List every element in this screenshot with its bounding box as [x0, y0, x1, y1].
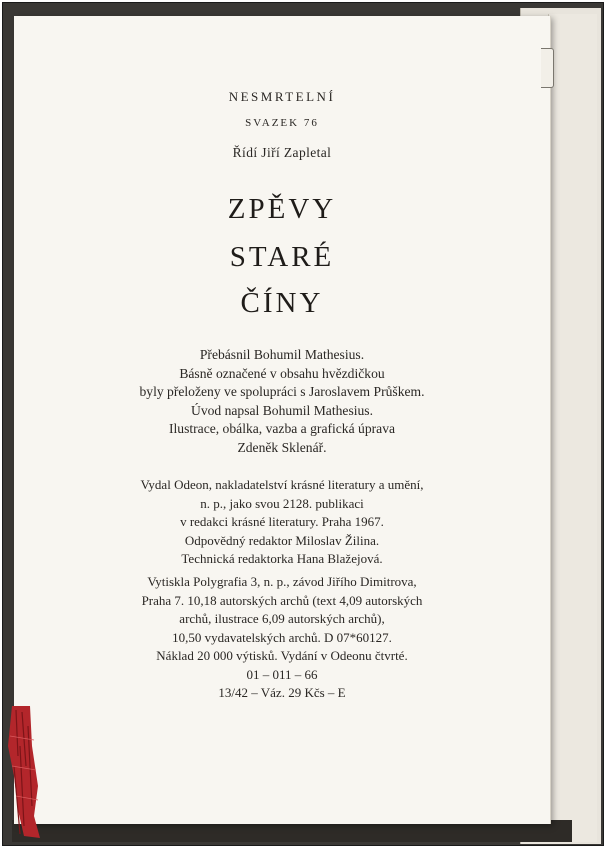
publisher-line: Odpovědný redaktor Miloslav Žilina. [184, 532, 380, 548]
series-editor: Řídí Jiří Zapletal [232, 145, 332, 160]
printer-line: 01 – 011 – 66 [246, 666, 318, 682]
printer-line: 13/42 – Váz. 29 Kčs – E [218, 685, 346, 700]
printer-line: 10,50 vydavatelských archů. D 07*60127. [172, 629, 392, 645]
printer-line: Vytiskla Polygrafia 3, n. p., závod Jiřího Dimitrova, [147, 574, 417, 589]
credits-line: Úvod napsal Bohumil Mathesius. [191, 402, 373, 418]
credits-line: Přebásnil Bohumil Mathesius. [199, 347, 365, 362]
title-line-2: STARÉ [229, 241, 335, 273]
page-tab-marker [541, 48, 554, 88]
book-page [14, 16, 550, 824]
credits-line: Ilustrace, obálka, vazba a grafická úprava [168, 421, 396, 436]
title-line-3: ČÍNY [240, 287, 324, 319]
publisher-block [14, 476, 550, 569]
title-line-1: ZPĚVY [227, 193, 337, 225]
publisher-line: Technická redaktorka Hana Blažejová. [181, 551, 383, 566]
printer-line: Náklad 20 000 výtisků. Vydání v Odeonu čtvrté. [156, 648, 408, 663]
printer-line: archů, ilustrace 6,09 autorských archů), [179, 611, 385, 626]
publisher-line: Vydal Odeon, nakladatelství krásné literatury a umění, [140, 477, 424, 492]
printer-block [14, 573, 550, 703]
credits-line: Básně označené v obsahu hvězdičkou [179, 365, 385, 381]
book-spine-edge [548, 14, 597, 842]
series-name: NESMRTELNÍ [228, 89, 336, 104]
printer-line: Praha 7. 10,18 autorských archů (text 4,09 autorských [141, 592, 423, 608]
credits-block [14, 346, 550, 457]
ribbon-bookmark [4, 706, 44, 838]
credits-line: byly přeloženy ve spolupráci s Jaroslavem Průškem. [139, 384, 425, 399]
credits-line: Zdeněk Sklenář. [237, 439, 327, 455]
publisher-line: n. p., jako svou 2128. publikaci [200, 495, 364, 511]
volume-number: SVAZEK 76 [245, 117, 319, 129]
publisher-line: v redakci krásné literatury. Praha 1967. [180, 514, 384, 529]
